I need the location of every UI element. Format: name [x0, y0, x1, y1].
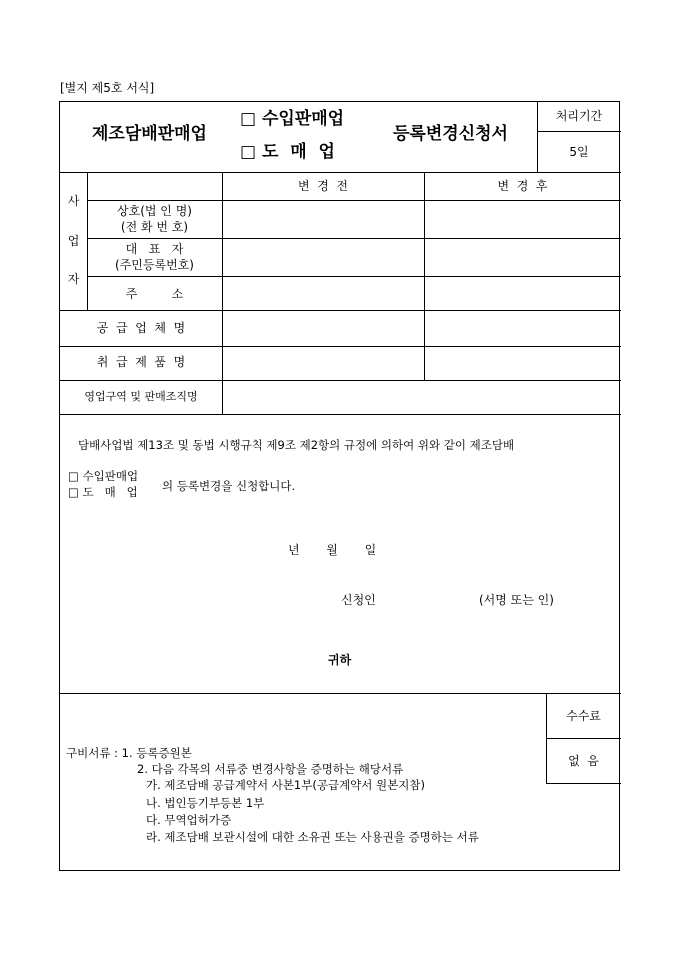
representative-after-field[interactable] — [425, 239, 620, 275]
form-label: [별지 제5호 서식] — [60, 81, 155, 95]
required-docs-item-1: 구비서류 : 1. 등록증원본 — [66, 746, 192, 760]
required-docs-sub-a: 가. 제조담배 공급계약서 사본1부(공급계약서 원본지참) — [146, 778, 425, 792]
fee-value: 없 음 — [568, 754, 599, 768]
addressee-label: 귀하 — [328, 653, 352, 667]
representative-label: 대 표 자 — [125, 242, 184, 256]
statement-option-import-sales: □ 수입판매업 — [68, 469, 139, 483]
title-option-wholesale: □ 도 매 업 — [240, 142, 335, 162]
trade-name-after-field[interactable] — [425, 201, 620, 237]
address-before-field[interactable] — [223, 277, 423, 309]
phone-number-label: (전 화 번 호) — [120, 220, 189, 234]
business-operator-label-3: 자 — [67, 272, 80, 286]
statement-option-wholesale: □ 도 매 업 — [68, 485, 138, 499]
address-after-field[interactable] — [425, 277, 620, 309]
applicant-label: 신청인 — [341, 593, 376, 607]
date-line: 년 월 일 — [288, 543, 377, 557]
sales-area-label: 영업구역 및 판매조직명 — [84, 390, 198, 403]
statement-text: 담배사업법 제13조 및 동법 시행규칙 제9조 제2항의 규정에 의하여 위와 같이 제조담배 — [78, 438, 515, 452]
column-header-after: 변 경 후 — [497, 179, 548, 193]
product-after-field[interactable] — [425, 347, 620, 379]
supplier-label: 공 급 업 체 명 — [96, 321, 186, 335]
sales-area-field[interactable] — [223, 381, 620, 413]
required-docs-sub-b: 나. 법인등기부등본 1부 — [146, 796, 265, 810]
title-option-import-sales: □ 수입판매업 — [240, 109, 345, 129]
column-header-before: 변 경 전 — [297, 179, 349, 193]
processing-period-value: 5일 — [569, 145, 589, 159]
processing-period-label: 처리기간 — [555, 109, 603, 123]
statement-request: 의 등록변경을 신청합니다. — [162, 479, 296, 493]
supplier-after-field[interactable] — [425, 311, 620, 345]
product-label: 취 급 제 품 명 — [96, 355, 186, 369]
form-title-suffix: 등록변경신청서 — [393, 124, 508, 144]
trade-name-before-field[interactable] — [223, 201, 423, 237]
business-operator-label-2: 업 — [67, 234, 80, 248]
address-label: 주 소 — [125, 287, 184, 301]
product-before-field[interactable] — [223, 347, 423, 379]
resident-number-label: (주민등록번호) — [115, 258, 194, 272]
fee-label: 수수료 — [566, 709, 601, 723]
representative-before-field[interactable] — [223, 239, 423, 275]
trade-name-label: 상호(법 인 명) — [117, 204, 192, 218]
application-form — [59, 101, 620, 871]
business-operator-label-1: 사 — [67, 194, 80, 208]
required-docs-item-2: 2. 다음 각목의 서류중 변경사항을 증명하는 해당서류 — [137, 762, 404, 776]
form-title-main: 제조담배판매업 — [92, 124, 207, 144]
signature-label: (서명 또는 인) — [479, 593, 554, 607]
supplier-before-field[interactable] — [223, 311, 423, 345]
required-docs-sub-c: 다. 무역업허가증 — [146, 813, 232, 827]
required-docs-sub-d: 라. 제조담배 보관시설에 대한 소유권 또는 사용권을 증명하는 서류 — [146, 830, 479, 844]
